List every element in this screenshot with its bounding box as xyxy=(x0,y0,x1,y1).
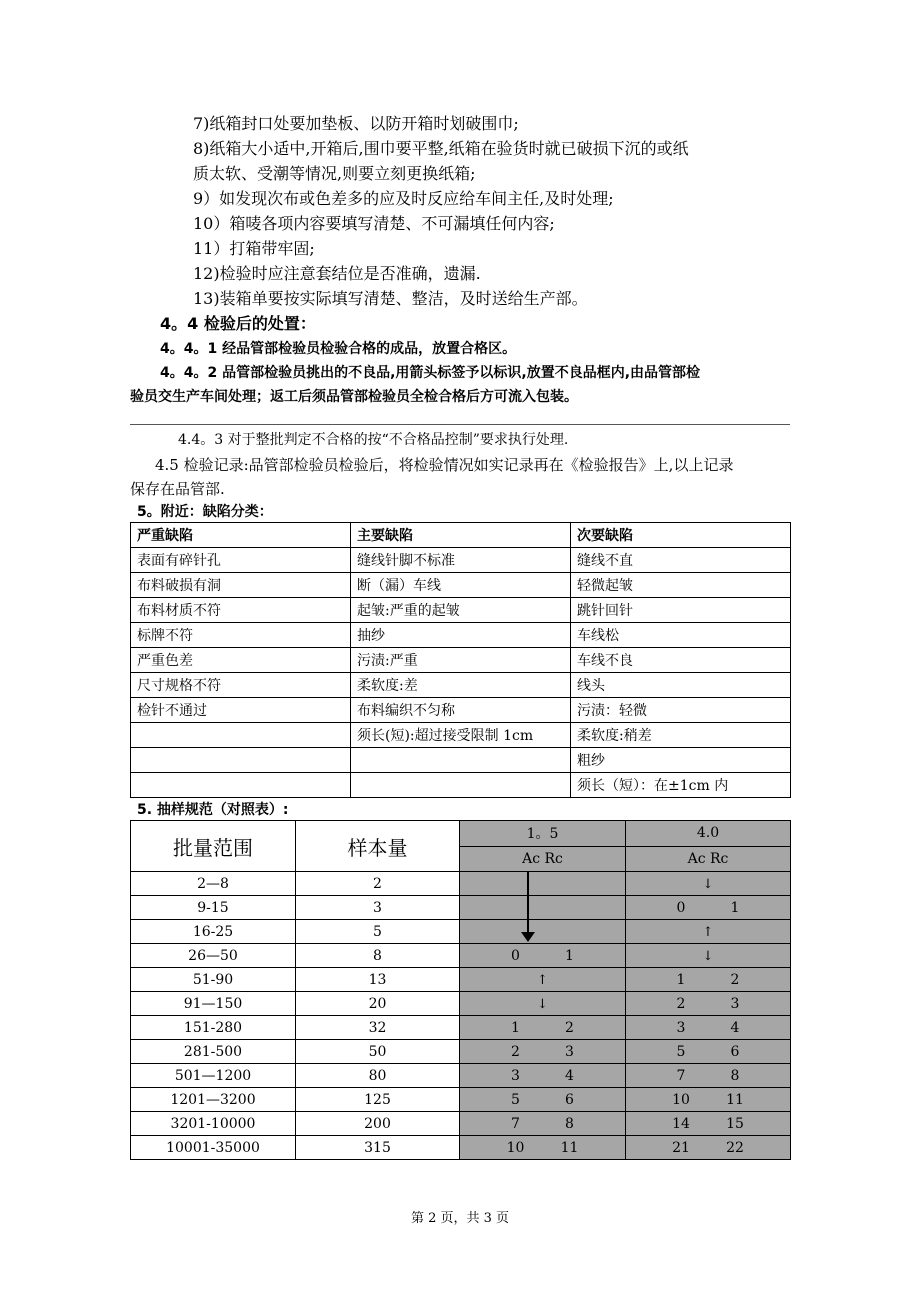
para-4-4-2-line1: 4。4。2 品管部检验员挑出的不良品,用箭头标签予以标识,放置不良品框内,由品管部检 xyxy=(160,365,701,381)
defect-cell xyxy=(131,748,351,773)
aql-4-0-cell xyxy=(626,920,791,944)
lot-range-cell: 10001-35000 xyxy=(131,1136,296,1160)
aql-4-0-cell xyxy=(626,1136,791,1160)
step-8: 8)纸箱大小适中,开箱后,围巾要平整,纸箱在验货时就已破损下沉的或纸 xyxy=(193,139,689,158)
para-4-4-2-line2: 验员交生产车间处理；返工后须品管部检验员全检合格后方可流入包装。 xyxy=(130,389,578,405)
aql-4-0-cell xyxy=(626,944,791,968)
table-row xyxy=(131,1088,791,1112)
ac-value: 1 xyxy=(676,971,686,988)
aql-1-5-cell xyxy=(460,1064,626,1088)
table-row xyxy=(131,773,791,798)
aql-1-5-cell xyxy=(460,968,626,992)
defect-cell: 表面有碎针孔 xyxy=(131,548,351,573)
ac-value: 0 xyxy=(511,947,520,964)
lot-range-cell: 1201—3200 xyxy=(131,1088,296,1112)
header-aql-1-5: 1。5 xyxy=(460,821,626,847)
lot-range-cell: 26—50 xyxy=(131,944,296,968)
defect-table xyxy=(130,522,791,798)
lot-range-cell: 9-15 xyxy=(131,896,296,920)
table-row xyxy=(131,944,791,968)
defect-cell: 轻微起皱 xyxy=(571,573,791,598)
step-12: 12)检验时应注意套结位是否准确，遗漏. xyxy=(193,264,481,283)
aql-4-0-cell xyxy=(626,1112,791,1136)
re-value: 3 xyxy=(565,1043,574,1060)
defect-header: 次要缺陷 xyxy=(571,523,791,548)
lot-range-cell: 16-25 xyxy=(131,920,296,944)
sample-size-cell: 50 xyxy=(296,1040,460,1064)
defect-cell: 线头 xyxy=(571,673,791,698)
up-arrow-icon: ↑ xyxy=(702,924,714,940)
ac-value: 5 xyxy=(676,1043,686,1060)
defect-cell: 柔软度:稍差 xyxy=(571,723,791,748)
table-row xyxy=(131,723,791,748)
header-acrc-1: Ac Rc xyxy=(460,846,626,872)
sample-size-cell: 3 xyxy=(296,896,460,920)
aql-4-0-cell xyxy=(626,1088,791,1112)
down-arrow-icon: ↓ xyxy=(537,996,548,1012)
table-row xyxy=(131,968,791,992)
sample-size-cell: 125 xyxy=(296,1088,460,1112)
header-aql-4-0: 4.0 xyxy=(626,821,791,847)
sample-size-cell: 5 xyxy=(296,920,460,944)
lot-range-cell: 2—8 xyxy=(131,872,296,896)
para-4-5-line1: 4.5 检验记录:品管部检验员检验后，将检验情况如实记录再在《检验报告》上,以上记录 xyxy=(155,456,734,474)
re-value: 1 xyxy=(565,947,574,964)
ac-value: 2 xyxy=(676,995,686,1012)
re-value: 6 xyxy=(730,1043,740,1060)
defect-cell: 检针不通过 xyxy=(131,698,351,723)
sample-size-cell: 2 xyxy=(296,872,460,896)
aql-1-5-cell xyxy=(460,896,626,920)
aql-4-0-cell xyxy=(626,872,791,896)
aql-1-5-cell xyxy=(460,1088,626,1112)
aql-1-5-cell xyxy=(460,1016,626,1040)
sampling-title: 5. 抽样规范（对照表）: xyxy=(137,802,289,818)
re-value: 3 xyxy=(730,995,740,1012)
table-row xyxy=(131,673,791,698)
defect-cell: 布料材质不符 xyxy=(131,598,351,623)
defect-header: 严重缺陷 xyxy=(131,523,351,548)
lot-range-cell: 501—1200 xyxy=(131,1064,296,1088)
table-row xyxy=(131,648,791,673)
aql-1-5-cell xyxy=(460,920,626,944)
table-row xyxy=(131,598,791,623)
defect-cell: 粗纱 xyxy=(571,748,791,773)
defect-cell: 须长(短):超过接受限制 1cm xyxy=(351,723,571,748)
ac-value: 5 xyxy=(511,1091,520,1108)
re-value: 2 xyxy=(565,1019,574,1036)
defect-cell: 布料编织不匀称 xyxy=(351,698,571,723)
defect-cell xyxy=(131,773,351,798)
re-value: 8 xyxy=(565,1115,574,1132)
defect-cell: 标牌不符 xyxy=(131,623,351,648)
defect-cell xyxy=(351,773,571,798)
down-arrow-line xyxy=(527,872,529,934)
para-4-5-line2: 保存在品管部. xyxy=(130,480,225,498)
table-row xyxy=(131,1136,791,1160)
defect-cell xyxy=(131,723,351,748)
lot-range-cell: 281-500 xyxy=(131,1040,296,1064)
table-row xyxy=(131,748,791,773)
defect-cell: 严重色差 xyxy=(131,648,351,673)
re-value: 11 xyxy=(726,1091,744,1108)
lot-range-cell: 51-90 xyxy=(131,968,296,992)
sampling-table xyxy=(130,820,791,1160)
re-value: 22 xyxy=(726,1139,744,1156)
sample-size-cell: 32 xyxy=(296,1016,460,1040)
sample-size-cell: 200 xyxy=(296,1112,460,1136)
ac-value: 10 xyxy=(672,1091,690,1108)
defect-cell: 起皱:严重的起皱 xyxy=(351,598,571,623)
table-row xyxy=(131,1016,791,1040)
table-row xyxy=(131,1064,791,1088)
ac-value: 14 xyxy=(672,1115,690,1132)
header-acrc-2: Ac Rc xyxy=(626,846,791,872)
aql-4-0-cell xyxy=(626,896,791,920)
section-4-4-title: 4。4 检验后的处置： xyxy=(160,314,316,333)
aql-1-5-cell xyxy=(460,1112,626,1136)
aql-1-5-cell xyxy=(460,1040,626,1064)
table-row xyxy=(131,992,791,1016)
ac-value: 7 xyxy=(676,1067,686,1084)
aql-1-5-cell xyxy=(460,992,626,1016)
para-4-4-1: 4。4。1 经品管部检验员检验合格的成品，放置合格区。 xyxy=(160,341,517,357)
defect-cell: 缝线不直 xyxy=(571,548,791,573)
ac-value: 3 xyxy=(511,1067,520,1084)
lot-range-cell: 91—150 xyxy=(131,992,296,1016)
step-11: 11）打箱带牢固; xyxy=(193,239,315,258)
aql-4-0-cell xyxy=(626,968,791,992)
ac-value: 3 xyxy=(676,1019,686,1036)
table-row xyxy=(131,1040,791,1064)
table-row xyxy=(131,573,791,598)
step-9: 9）如发现次布或色差多的应及时反应给车间主任,及时处理; xyxy=(193,189,614,208)
up-arrow-icon: ↑ xyxy=(537,972,548,988)
step-7: 7)纸箱封口处要加垫板、以防开箱时划破围巾; xyxy=(193,114,519,133)
defect-cell: 布料破损有洞 xyxy=(131,573,351,598)
defect-header: 主要缺陷 xyxy=(351,523,571,548)
aql-4-0-cell xyxy=(626,1016,791,1040)
defect-cell: 车线不良 xyxy=(571,648,791,673)
defect-cell: 断（漏）车线 xyxy=(351,573,571,598)
table-row xyxy=(131,872,791,896)
aql-1-5-cell xyxy=(460,1136,626,1160)
aql-4-0-cell xyxy=(626,992,791,1016)
table-row xyxy=(131,896,791,920)
sample-size-cell: 80 xyxy=(296,1064,460,1088)
page-footer: 第 2 页，共 3 页 xyxy=(410,1211,510,1226)
sample-size-cell: 20 xyxy=(296,992,460,1016)
ac-value: 10 xyxy=(506,1139,525,1156)
header-sample-size: 样本量 xyxy=(296,821,460,872)
table-row xyxy=(131,1112,791,1136)
table-row xyxy=(131,920,791,944)
defect-cell xyxy=(351,748,571,773)
re-value: 11 xyxy=(560,1139,579,1156)
defect-cell: 污渍:严重 xyxy=(351,648,571,673)
lot-range-cell: 151-280 xyxy=(131,1016,296,1040)
down-arrow-icon: ↓ xyxy=(702,948,714,964)
ac-value: 1 xyxy=(511,1019,520,1036)
defect-cell: 抽纱 xyxy=(351,623,571,648)
re-value: 8 xyxy=(730,1067,740,1084)
sample-size-cell: 315 xyxy=(296,1136,460,1160)
defect-cell: 须长（短）：在±1cm 内 xyxy=(571,773,791,798)
down-arrow-icon xyxy=(521,932,535,942)
aql-1-5-cell xyxy=(460,944,626,968)
defect-cell: 尺寸规格不符 xyxy=(131,673,351,698)
down-arrow-icon: ↓ xyxy=(702,876,714,892)
appendix-title: 5。附近：缺陷分类： xyxy=(137,504,273,520)
divider-line xyxy=(130,424,790,425)
re-value: 15 xyxy=(726,1115,744,1132)
re-value: 4 xyxy=(730,1019,740,1036)
re-value: 2 xyxy=(730,971,740,988)
step-10: 10）箱唛各项内容要填写清楚、不可漏填任何内容; xyxy=(193,214,555,233)
header-lot-range: 批量范围 xyxy=(131,821,296,872)
sample-size-cell: 13 xyxy=(296,968,460,992)
lot-range-cell: 3201-10000 xyxy=(131,1112,296,1136)
defect-cell: 柔软度:差 xyxy=(351,673,571,698)
re-value: 1 xyxy=(730,899,740,916)
para-4-4-3: 4.4。3 对于整批判定不合格的按“不合格品控制”要求执行处理. xyxy=(178,432,569,448)
aql-4-0-cell xyxy=(626,1064,791,1088)
defect-cell: 车线松 xyxy=(571,623,791,648)
defect-cell: 污渍：轻微 xyxy=(571,698,791,723)
defect-cell: 缝线针脚不标准 xyxy=(351,548,571,573)
defect-cell: 跳针回针 xyxy=(571,598,791,623)
re-value: 6 xyxy=(565,1091,574,1108)
table-row xyxy=(131,698,791,723)
step-8-cont: 质太软、受潮等情况,则要立刻更换纸箱; xyxy=(193,164,476,183)
table-row xyxy=(131,548,791,573)
re-value: 4 xyxy=(565,1067,574,1084)
sample-size-cell: 8 xyxy=(296,944,460,968)
step-13: 13)装箱单要按实际填写清楚、整洁，及时送给生产部。 xyxy=(193,289,588,308)
ac-value: 7 xyxy=(511,1115,520,1132)
table-row xyxy=(131,623,791,648)
ac-value: 0 xyxy=(676,899,686,916)
aql-4-0-cell xyxy=(626,1040,791,1064)
aql-1-5-cell xyxy=(460,872,626,896)
ac-value: 21 xyxy=(672,1139,690,1156)
ac-value: 2 xyxy=(511,1043,520,1060)
